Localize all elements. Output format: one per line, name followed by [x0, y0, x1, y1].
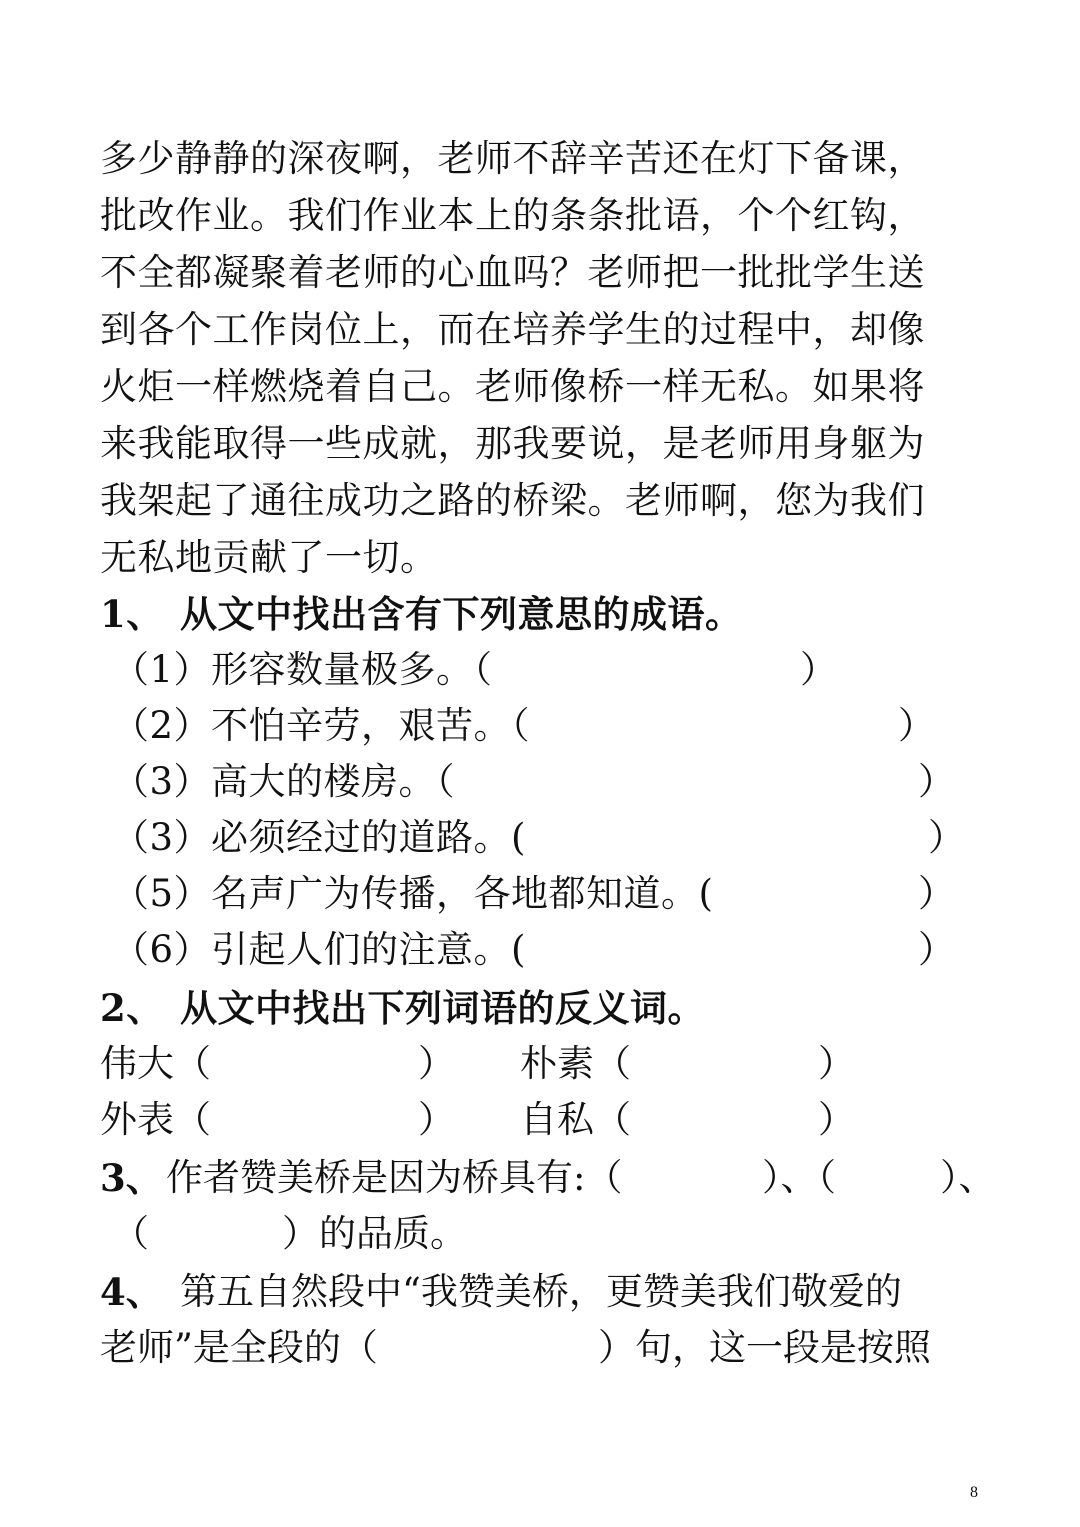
question-4-text: 第五自然段中“我赞美桥，更赞美我们敬爱的 — [180, 1270, 902, 1313]
answer-separator: ）、 — [940, 1156, 996, 1199]
answer-close-paren: ） — [818, 1042, 855, 1085]
answer-close-paren: ） — [418, 1042, 455, 1085]
idiom-item-2 — [112, 698, 530, 754]
question-number: 1、 — [100, 592, 164, 636]
passage-line: 不全都凝聚着老师的心血吗？老师把一批批学生送 — [100, 251, 925, 294]
item-label: （2）不怕辛劳，艰苦。（ — [112, 704, 531, 747]
answer-open-paren: （ — [112, 1212, 149, 1255]
question-title: 从文中找出含有下列意思的成语。 — [180, 592, 743, 636]
item-label: （3）必须经过的道路。( — [112, 816, 526, 859]
question-4-text: 老师”是全段的（ — [100, 1326, 378, 1369]
answer-close-paren: ） — [800, 648, 837, 691]
answer-close-paren: ） — [418, 1098, 455, 1141]
passage-line: 我架起了通往成功之路的桥梁。老师啊，您为我们 — [100, 479, 925, 522]
passage-line: 无私地贡献了一切。 — [100, 536, 438, 579]
idiom-item-4 — [112, 810, 526, 866]
question-4-text: ）句，这一段是按照 — [598, 1326, 931, 1369]
antonym-word: 自私（ — [520, 1098, 631, 1141]
question-number: 2、 — [100, 986, 164, 1030]
answer-close-paren: ） — [918, 760, 955, 803]
question-2-heading — [100, 980, 705, 1036]
antonym-word: 伟大（ — [100, 1042, 211, 1085]
antonym-word: 朴素（ — [520, 1042, 631, 1085]
passage-line: 火炬一样燃烧着自己。老师像桥一样无私。如果将 — [100, 365, 925, 408]
page-number: 8 — [970, 1484, 978, 1501]
item-label: （6）引起人们的注意。( — [112, 928, 526, 971]
answer-close-paren: ） — [898, 704, 935, 747]
idiom-item-3 — [112, 754, 455, 810]
item-label: （3）高大的楼房。（ — [112, 760, 456, 803]
question-3-tail: ）的品质。 — [282, 1212, 467, 1255]
idiom-item-5 — [112, 866, 713, 922]
question-title: 从文中找出下列词语的反义词。 — [180, 986, 705, 1030]
answer-close-paren: ） — [928, 816, 965, 859]
question-3-text: 作者赞美桥是因为桥具有:（ — [166, 1156, 623, 1199]
passage-line: 到各个工作岗位上，而在培养学生的过程中，却像 — [100, 308, 925, 351]
item-label: （1）形容数量极多。（ — [112, 648, 493, 691]
answer-close-paren: ） — [918, 928, 955, 971]
passage-line: 多少静静的深夜啊，老师不辞辛苦还在灯下备课， — [100, 137, 925, 180]
passage-line: 来我能取得一些成就，那我要说，是老师用身躯为 — [100, 422, 925, 465]
idiom-item-6 — [112, 922, 526, 978]
passage-line: 批改作业。我们作业本上的条条批语，个个红钩， — [100, 194, 925, 237]
antonym-word: 外表（ — [100, 1098, 211, 1141]
answer-close-paren: ） — [818, 1098, 855, 1141]
answer-close-paren: ） — [918, 872, 955, 915]
question-1-heading — [100, 586, 743, 642]
idiom-item-1 — [112, 642, 493, 698]
question-3-number: 3、 — [100, 1156, 163, 1200]
question-4-number: 4、 — [100, 1270, 163, 1314]
answer-separator: ）、（ — [762, 1156, 836, 1199]
item-label: （5）名声广为传播，各地都知道。( — [112, 872, 714, 915]
